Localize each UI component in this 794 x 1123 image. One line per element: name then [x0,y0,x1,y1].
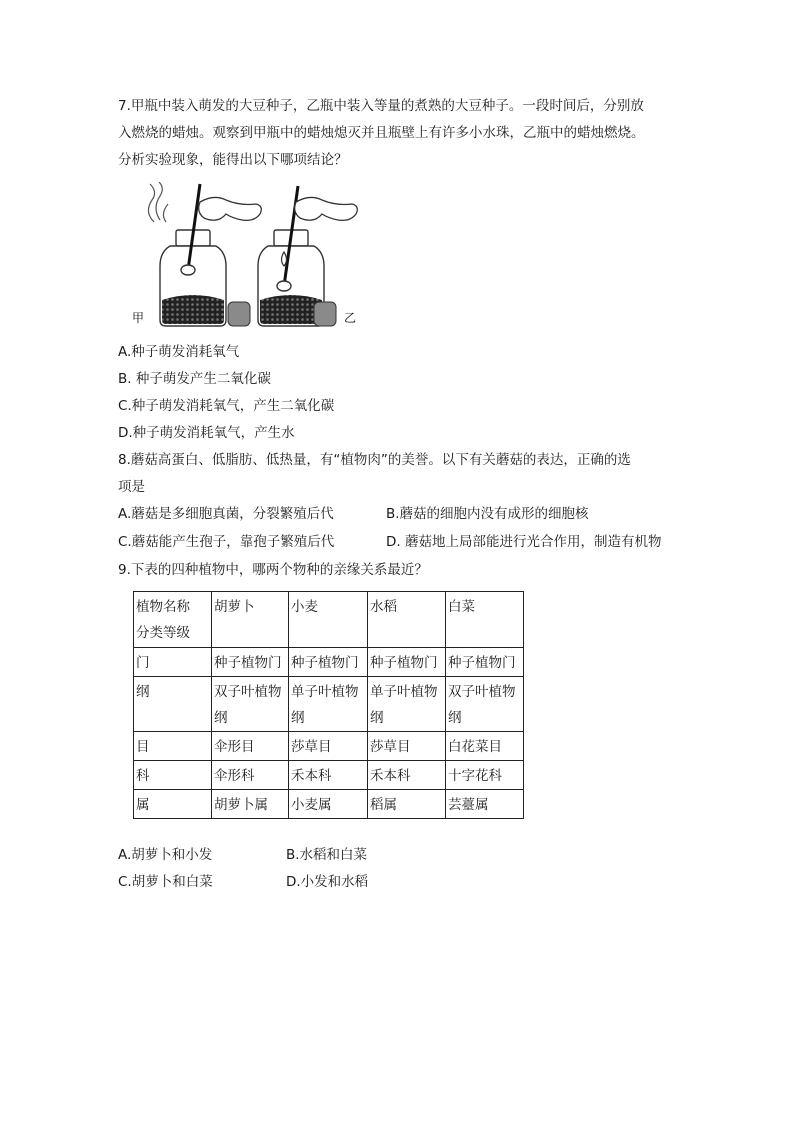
q7-option-b: B. 种子萌发产生二氧化碳 [118,371,271,387]
table-header-cell: 水稻 [368,592,446,648]
q9-option-b: B.水稻和白菜 [286,847,368,863]
q8-option-a: A.蘑菇是多细胞真菌，分裂繁殖后代 [118,506,334,522]
table-cell: 稻属 [368,790,446,819]
table-header-cell: 植物名称 分类等级 [134,592,212,648]
table-cell: 单子叶植物 纲 [368,677,446,732]
q7-option-d: D.种子萌发消耗氧气，产生水 [118,425,295,441]
table-cell: 科 [134,761,212,790]
table-cell: 种子植物门 [446,648,524,677]
q9-option-d: D.小发和水稻 [286,874,369,890]
q7-stem-line-3: 分析实验现象，能得出以下哪项结论？ [118,152,348,168]
q8-stem-line-1: 8.蘑菇高蛋白、低脂肪、低热量，有“植物肉”的美誉。以下有关蘑菇的表达，正确的选 [118,452,631,468]
table-cell: 种子植物门 [368,648,446,677]
table-cell: 胡萝卜属 [212,790,289,819]
q7-option-a: A.种子萌发消耗氧气 [118,344,240,360]
table-cell: 目 [134,732,212,761]
q9-option-c: C.胡萝卜和白菜 [118,874,213,890]
table-cell: 白花菜目 [446,732,524,761]
table-header-cell: 小麦 [289,592,368,648]
table-cell: 双子叶植物 纲 [212,677,289,732]
table-cell: 门 [134,648,212,677]
table-row [134,677,524,732]
q7-stem-line-1: 7.甲瓶中装入萌发的大豆种子，乙瓶中装入等量的煮熟的大豆种子。一段时间后，分别放 [118,98,644,114]
table-cell: 禾本科 [368,761,446,790]
table-cell: 属 [134,790,212,819]
jar-a [132,182,261,326]
q8-option-d: D. 蘑菇地上局部能进行光合作用，制造有机物 [386,534,662,550]
table-cell: 芸薹属 [446,790,524,819]
table-cell: 纲 [134,677,212,732]
table-row [134,648,524,677]
q7-option-c: C.种子萌发消耗氧气，产生二氧化碳 [118,398,335,414]
table-row [134,790,524,819]
table-cell: 种子植物门 [212,648,289,677]
table-cell: 莎草目 [289,732,368,761]
experiment-illustration [130,182,370,330]
classification-table [133,591,524,819]
label-yi: 乙 [344,311,357,325]
q7-stem-line-2: 入燃烧的蜡烛。观察到甲瓶中的蜡烛熄灭并且瓶壁上有许多小水珠，乙瓶中的蜡烛燃烧。 [118,125,645,141]
table-cell: 伞形目 [212,732,289,761]
q8-stem-line-2: 项是 [118,479,145,495]
table-cell: 单子叶植物 纲 [289,677,368,732]
q9-stem: 9.下表的四种植物中，哪两个物种的亲缘关系最近？ [118,562,428,578]
jar-b [258,186,357,326]
q8-option-b: B.蘑菇的细胞内没有成形的细胞核 [386,506,589,522]
table-cell: 十字花科 [446,761,524,790]
table-header-row [134,592,524,648]
table-row [134,761,524,790]
table-cell: 小麦属 [289,790,368,819]
table-cell: 伞形科 [212,761,289,790]
q9-option-a: A.胡萝卜和小发 [118,847,213,863]
table-header-cell: 胡萝卜 [212,592,289,648]
table-row [134,732,524,761]
label-jia: 甲 [132,311,145,325]
table-header-cell: 白菜 [446,592,524,648]
table-cell: 双子叶植物 纲 [446,677,524,732]
table-cell: 禾本科 [289,761,368,790]
table-cell: 莎草目 [368,732,446,761]
q8-option-c: C.蘑菇能产生孢子，靠孢子繁殖后代 [118,534,335,550]
table-cell: 种子植物门 [289,648,368,677]
